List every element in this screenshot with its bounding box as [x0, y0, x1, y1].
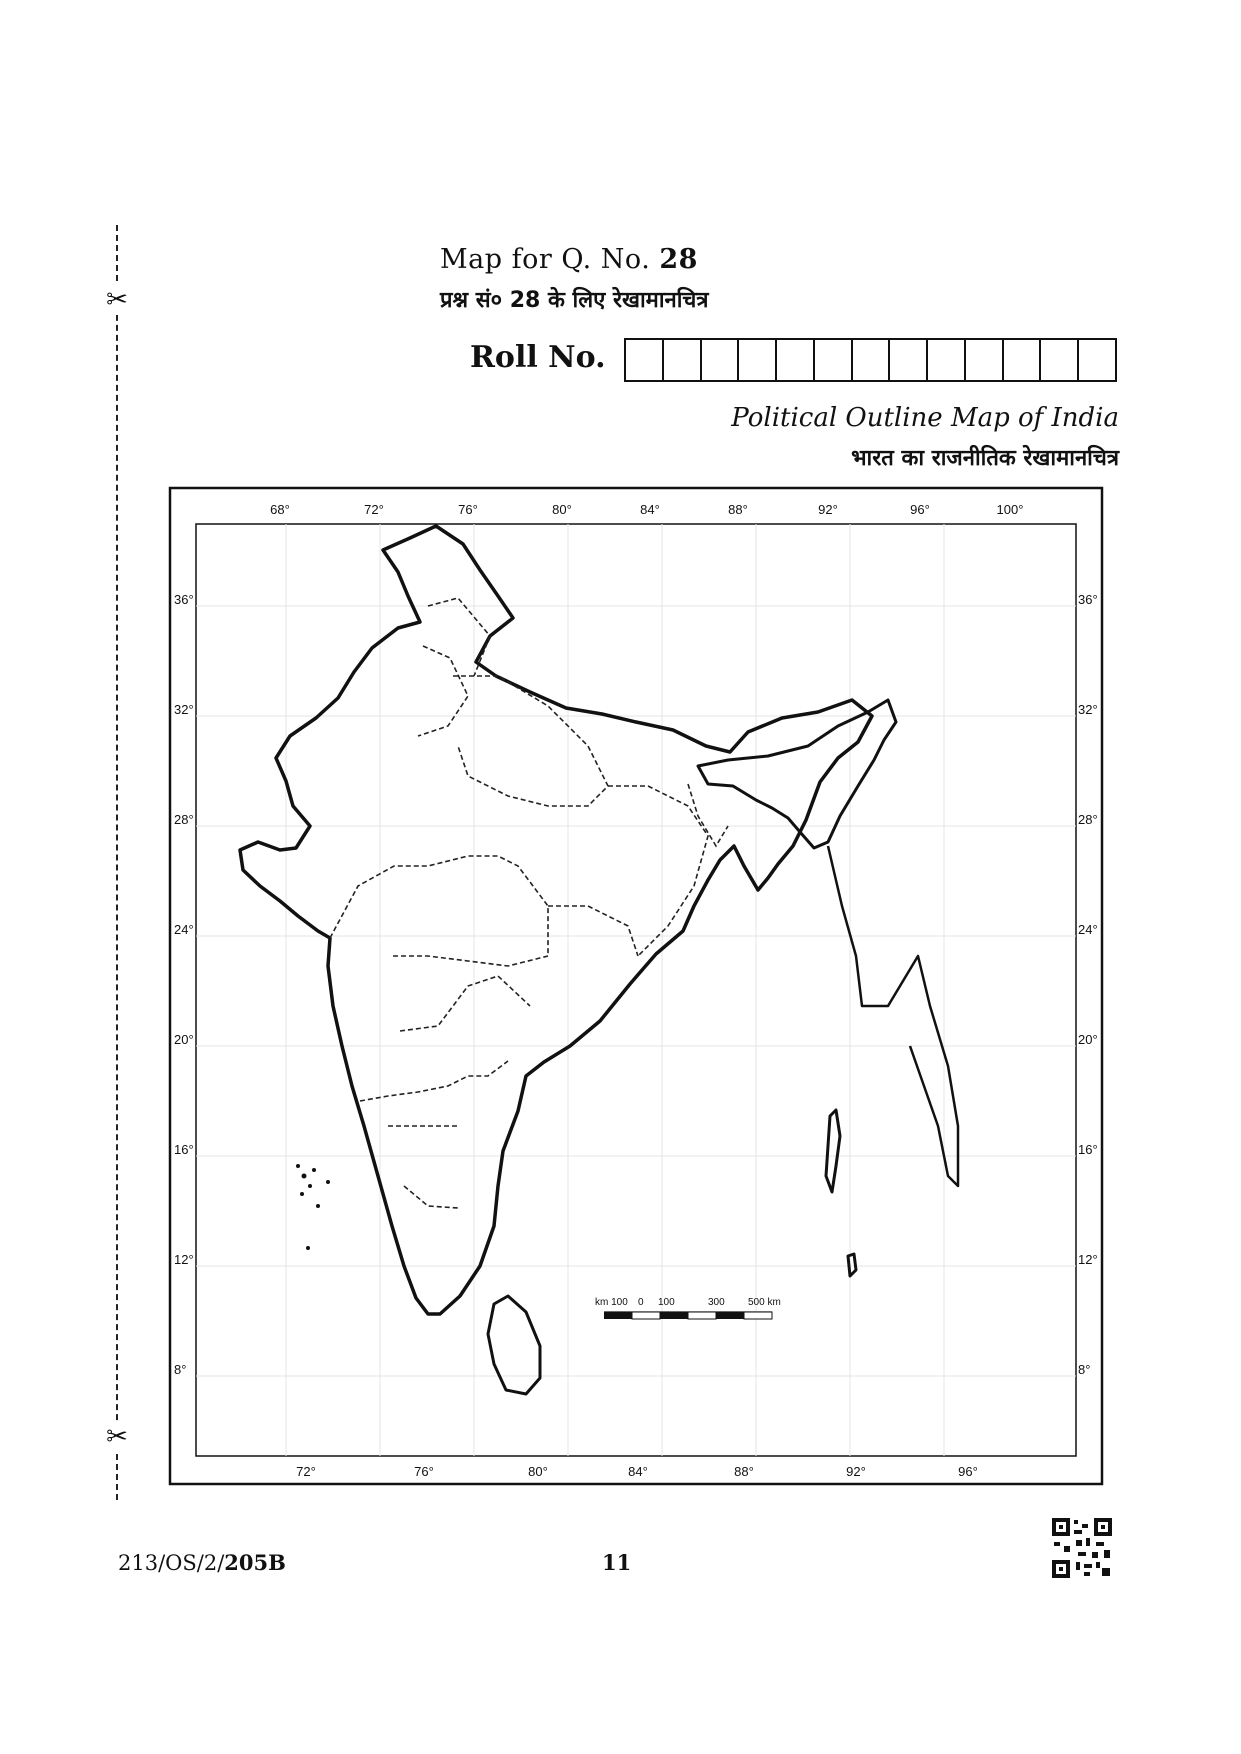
map-title: Political Outline Map of India [731, 403, 1119, 433]
map-outer-border [170, 488, 1102, 1484]
roll-box[interactable] [739, 340, 777, 380]
roll-box[interactable] [664, 340, 702, 380]
map-svg [168, 486, 1104, 1486]
page-number: 11 [602, 1550, 632, 1575]
right-latitude-label: 28° [1078, 812, 1098, 827]
paper-code [118, 1550, 286, 1575]
scale-bar-segment [604, 1312, 632, 1319]
left-latitude-label: 20° [174, 1032, 194, 1047]
question-map-title-hindi: प्रश्न सं० 28 के लिए रेखामानचित्र [440, 288, 709, 313]
top-longitude-label: 100° [996, 502, 1024, 517]
scale-bar-segment [632, 1312, 660, 1319]
top-longitude-label: 88° [728, 502, 748, 517]
india-outline-map [168, 486, 1104, 1486]
mainland-boundary [240, 526, 872, 1314]
myanmar-coast [828, 846, 958, 1186]
bottom-longitude-label: 92° [846, 1464, 866, 1479]
top-longitude-label: 96° [910, 502, 930, 517]
question-number: 28 [659, 244, 698, 275]
right-latitude-label: 20° [1078, 1032, 1098, 1047]
left-latitude-label: 12° [174, 1252, 194, 1267]
top-longitude-label: 68° [270, 502, 290, 517]
top-longitude-label: 80° [552, 502, 572, 517]
roll-box[interactable] [928, 340, 966, 380]
map-scale-bar [595, 1297, 781, 1319]
map-title-hindi: भारत का राजनीतिक रेखामानचित्र [851, 446, 1119, 471]
nicobar-islands [848, 1254, 856, 1276]
scale-bar-segment [716, 1312, 744, 1319]
roll-box[interactable] [890, 340, 928, 380]
left-latitude-label: 28° [174, 812, 194, 827]
roll-box[interactable] [1079, 340, 1115, 380]
roll-box[interactable] [966, 340, 1004, 380]
bottom-longitude-label: 88° [734, 1464, 754, 1479]
scale-label: 500 km [748, 1297, 781, 1308]
bottom-longitude-label: 80° [528, 1464, 548, 1479]
roll-box[interactable] [815, 340, 853, 380]
qr-code-icon [1050, 1516, 1114, 1580]
right-latitude-label: 36° [1078, 592, 1098, 607]
roll-box[interactable] [1041, 340, 1079, 380]
top-longitude-label: 84° [640, 502, 660, 517]
top-longitude-label: 72° [364, 502, 384, 517]
scale-bar-segment [744, 1312, 772, 1319]
right-latitude-labels [1078, 592, 1098, 1377]
roll-number-label: Roll No. [470, 340, 606, 375]
scale-bar-segment [660, 1312, 688, 1319]
left-latitude-label: 24° [174, 922, 194, 937]
top-longitude-label: 76° [458, 502, 478, 517]
bottom-longitude-label: 76° [414, 1464, 434, 1479]
right-latitude-label: 16° [1078, 1142, 1098, 1157]
right-latitude-label: 8° [1078, 1362, 1091, 1377]
bottom-longitude-labels [296, 1464, 978, 1479]
scale-label: 300 [708, 1297, 725, 1308]
roll-box[interactable] [1004, 340, 1042, 380]
paper-code-set: 205B [224, 1550, 286, 1575]
right-latitude-label: 32° [1078, 702, 1098, 717]
bottom-longitude-label: 84° [628, 1464, 648, 1479]
sri-lanka [488, 1296, 540, 1394]
scale-label: 0 [638, 1297, 644, 1308]
scale-label: km 100 [595, 1297, 628, 1308]
roll-box[interactable] [853, 340, 891, 380]
scale-label: 100 [658, 1297, 675, 1308]
scissors-icon-top: ✂ [104, 285, 130, 315]
roll-box[interactable] [702, 340, 740, 380]
scale-bar-segment [688, 1312, 716, 1319]
left-latitude-label: 36° [174, 592, 194, 607]
left-latitude-label: 32° [174, 702, 194, 717]
lakshadweep-islands [296, 1164, 330, 1250]
paper-code-prefix: 213/OS/2/ [118, 1551, 225, 1575]
right-latitude-label: 12° [1078, 1252, 1098, 1267]
state-boundaries [330, 598, 728, 1208]
bottom-longitude-label: 72° [296, 1464, 316, 1479]
top-longitude-label: 92° [818, 502, 838, 517]
roll-box[interactable] [626, 340, 664, 380]
question-map-title [440, 244, 840, 275]
right-latitude-label: 24° [1078, 922, 1098, 937]
bottom-longitude-label: 96° [958, 1464, 978, 1479]
top-longitude-labels [270, 502, 1023, 517]
scissors-icon-bottom: ✂ [104, 1422, 130, 1452]
roll-box[interactable] [777, 340, 815, 380]
left-latitude-label: 16° [174, 1142, 194, 1157]
cut-line [116, 225, 118, 1500]
left-latitude-labels [174, 592, 194, 1377]
roll-number-boxes[interactable] [624, 338, 1117, 382]
andaman-islands [826, 1110, 840, 1192]
left-latitude-label: 8° [174, 1362, 187, 1377]
question-map-title-prefix: Map for Q. No. [440, 244, 651, 275]
